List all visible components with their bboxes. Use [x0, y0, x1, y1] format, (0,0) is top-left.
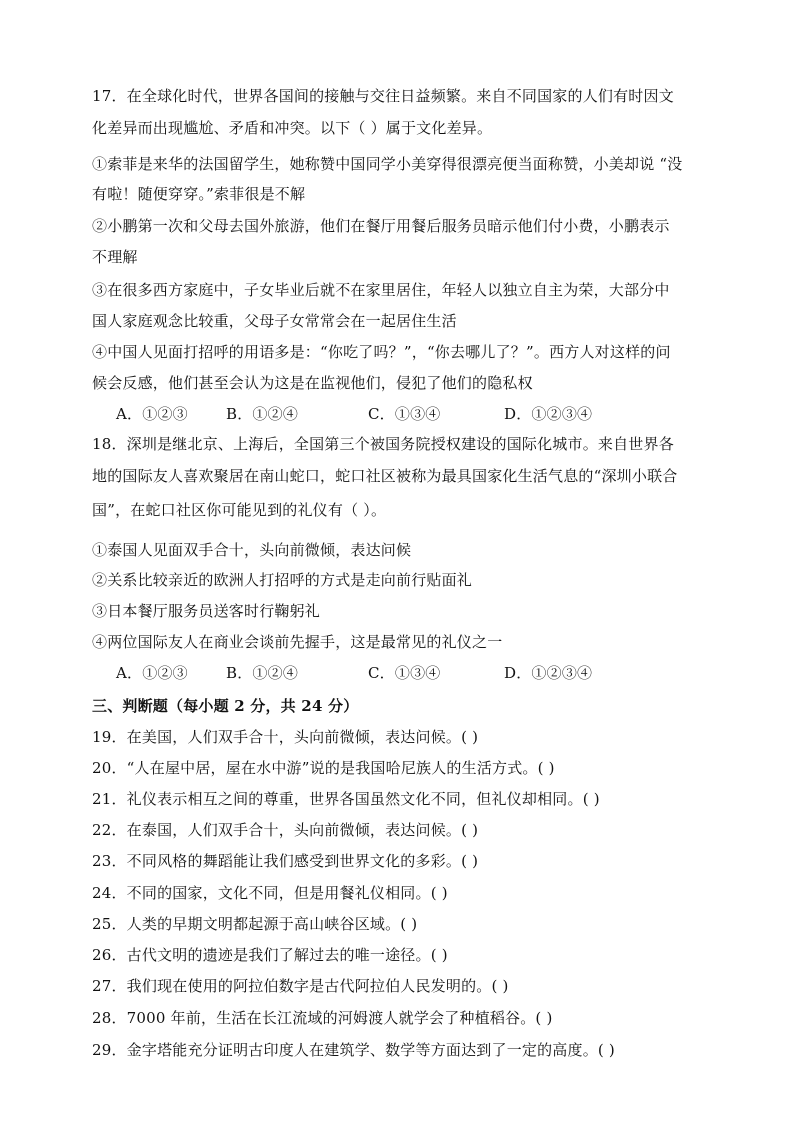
q17-stem-line1: 17．在全球化时代，世界各国间的接触与交往日益频繁。来自不同国家的人们有时因文	[92, 87, 674, 105]
q17-statement-1a: ①索菲是来华的法国留学生，她称赞中国同学小美穿得很漂亮便当面称赞，小美却说 “没	[92, 155, 683, 173]
q17-statement-4a: ④中国人见面打招呼的用语多是：“你吃了吗？”，“你去哪儿了？”。西方人对这样的问	[92, 343, 671, 361]
q17-stem-line2: 化差异而出现尴尬、矛盾和冲突。以下（ ）属于文化差异。	[92, 119, 493, 137]
judge-item-27: 27．我们现在使用的阿拉伯数字是古代阿拉伯人民发明的。( )	[92, 977, 509, 995]
q17-statement-3b: 国人家庭观念比较重，父母子女常常会在一起居住生活	[92, 312, 457, 330]
q18-option-d[interactable]: D．①②③④	[504, 664, 593, 682]
q18-statement-1: ①泰国人见面双手合十，头向前微倾，表达问候	[92, 541, 412, 559]
q17-option-c[interactable]: C．①③④	[368, 405, 441, 423]
q18-stem-line2: 地的国际友人喜欢聚居在南山蛇口，蛇口社区被称为最具国家化生活气息的“深圳小联合	[92, 467, 678, 485]
judge-item-26: 26．古代文明的遗迹是我们了解过去的唯一途径。( )	[92, 946, 448, 964]
q18-stem-line3: 国”，在蛇口社区你可能见到的礼仪有（ ）。	[92, 501, 387, 519]
judge-item-28: 28．7000 年前，生活在长江流域的河姆渡人就学会了种植稻谷。( )	[92, 1009, 553, 1027]
q18-options	[116, 663, 592, 683]
q18-option-a[interactable]: A．①②③	[116, 664, 188, 682]
judge-item-19: 19．在美国，人们双手合十，头向前微倾，表达问候。( )	[92, 728, 479, 746]
q18-statement-2: ②关系比较亲近的欧洲人打招呼的方式是走向前行贴面礼	[92, 571, 473, 589]
judge-item-23: 23．不同风格的舞蹈能让我们感受到世界文化的多彩。( )	[92, 852, 479, 870]
judge-item-21: 21．礼仪表示相互之间的尊重，世界各国虽然文化不同，但礼仪却相同。( )	[92, 790, 600, 808]
q18-option-b[interactable]: B．①②④	[226, 664, 299, 682]
q18-statement-4: ④两位国际友人在商业会谈前先握手，这是最常见的礼仪之一	[92, 633, 503, 651]
section3-title: 三、判断题（每小题 2 分，共 24 分）	[92, 697, 359, 715]
q17-statement-1b: 有啦！随便穿穿。”索菲很是不解	[92, 185, 306, 203]
judge-item-29: 29．金字塔能充分证明古印度人在建筑学、数学等方面达到了一定的高度。( )	[92, 1041, 615, 1059]
judge-item-20: 20．“人在屋中居，屋在水中游”说的是我国哈尼族人的生活方式。( )	[92, 759, 555, 777]
q17-statement-2a: ②小鹏第一次和父母去国外旅游，他们在餐厅用餐后服务员暗示他们付小费，小鹏表示	[92, 217, 670, 235]
q18-stem-line1: 18．深圳是继北京、上海后，全国第三个被国务院授权建设的国际化城市。来自世界各	[92, 435, 674, 453]
q17-option-a[interactable]: A．①②③	[116, 405, 188, 423]
q17-statement-4b: 候会反感，他们甚至会认为这是在监视他们，侵犯了他们的隐私权	[92, 374, 533, 392]
q18-option-c[interactable]: C．①③④	[368, 664, 441, 682]
judge-item-25: 25．人类的早期文明都起源于高山峡谷区域。( )	[92, 915, 418, 933]
q17-statement-3a: ③在很多西方家庭中，子女毕业后就不在家里居住，年轻人以独立自主为荣，大部分中	[92, 281, 670, 299]
judge-item-22: 22．在泰国，人们双手合十，头向前微倾，表达问候。( )	[92, 821, 479, 839]
q17-option-b[interactable]: B．①②④	[226, 405, 299, 423]
judge-item-24: 24．不同的国家，文化不同，但是用餐礼仪相同。( )	[92, 884, 448, 902]
q17-options	[116, 404, 592, 424]
q18-statement-3: ③日本餐厅服务员送客时行鞠躬礼	[92, 602, 321, 620]
q17-statement-2b: 不理解	[92, 248, 138, 266]
q17-option-d[interactable]: D．①②③④	[504, 405, 593, 423]
